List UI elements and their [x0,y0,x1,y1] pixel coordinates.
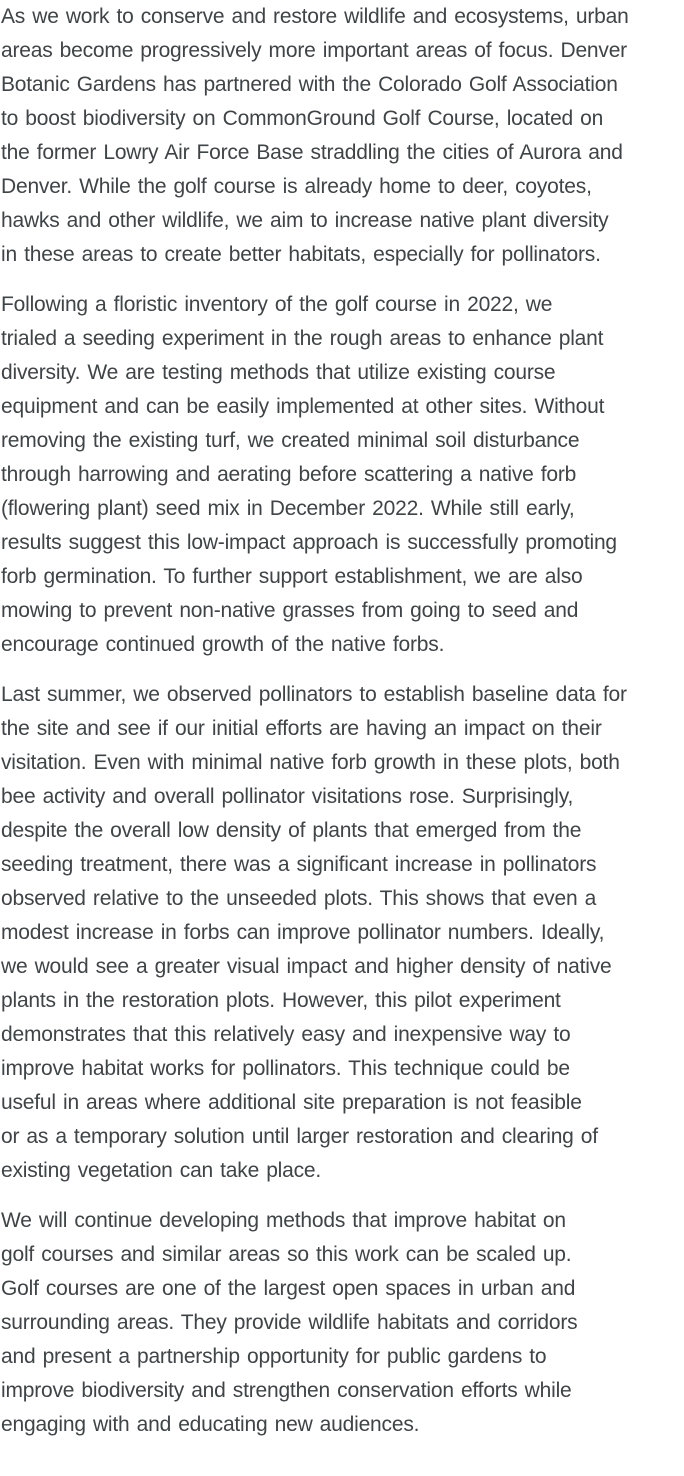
text-line: encourage continued growth of the native forbs. [1,633,445,656]
text-line: Last summer, we observed pollinators to establish baseline data for [1,683,627,706]
text-line: the site and see if our initial efforts are having an impact on their [1,717,602,740]
text-line: Botanic Gardens has partnered with the Colorado Golf Association [1,73,618,96]
text-line: golf courses and similar areas so this work can be scaled up. [1,1243,572,1266]
text-line: in these areas to create better habitats, especially for pollinators. [1,243,601,266]
text-line: removing the existing turf, we created minimal soil disturbance [1,429,580,452]
text-line: bee activity and overall pollinator visitations rose. Surprisingly, [1,785,574,808]
text-line: improve habitat works for pollinators. This technique could be [1,1057,570,1080]
text-line: surrounding areas. They provide wildlife habitats and corridors [1,1311,578,1334]
text-line: trialed a seeding experiment in the rough areas to enhance plant [1,327,604,350]
text-line: mowing to prevent non-native grasses from going to seed and [1,599,579,622]
text-line: the former Lowry Air Force Base straddling the cities of Aurora and [1,141,623,164]
text-line: equipment and can be easily implemented at other sites. Without [1,395,605,418]
text-line: we would see a greater visual impact and higher density of native [1,955,612,978]
text-line: modest increase in forbs can improve pollinator numbers. Ideally, [1,921,605,944]
text-line: or as a temporary solution until larger restoration and clearing of [1,1125,598,1148]
text-line: improve biodiversity and strengthen conservation efforts while [1,1379,572,1402]
text-line: demonstrates that this relatively easy and inexpensive way to [1,1023,571,1046]
text-line: diversity. We are testing methods that utilize existing course [1,361,556,384]
text-line: to boost biodiversity on CommonGround Golf Course, located on [1,107,604,130]
text-line: observed relative to the unseeded plots. This shows that even a [1,887,597,910]
text-line: results suggest this low-impact approach is successfully promoting [1,531,617,554]
text-line: As we work to conserve and restore wildlife and ecosystems, urban [1,5,629,28]
paragraph [1,1204,684,1442]
text-line: existing vegetation can take place. [1,1159,322,1182]
paragraph [1,678,684,1188]
text-line: visitation. Even with minimal native forb growth in these plots, both [1,751,620,774]
text-line: seeding treatment, there was a significant increase in pollinators [1,853,597,876]
text-line: forb germination. To further support establishment, we are also [1,565,583,588]
text-line: Denver. While the golf course is already home to deer, coyotes, [1,175,592,198]
text-line: useful in areas where additional site preparation is not feasible [1,1091,582,1114]
text-line: We will continue developing methods that improve habitat on [1,1209,566,1232]
text-line: through harrowing and aerating before scattering a native forb [1,463,577,486]
paragraph [1,288,684,662]
text-line: (flowering plant) seed mix in December 2022. While still early, [1,497,575,520]
text-line: hawks and other wildlife, we aim to increase native plant diversity [1,209,609,232]
text-line: areas become progressively more important areas of focus. Denver [1,39,627,62]
text-line: Following a floristic inventory of the golf course in 2022, we [1,293,553,316]
paragraph [1,0,684,272]
text-line: Golf courses are one of the largest open spaces in urban and [1,1277,576,1300]
text-line: plants in the restoration plots. However, this pilot experiment [1,989,561,1012]
text-line: engaging with and educating new audiences. [1,1413,420,1436]
text-line: and present a partnership opportunity for public gardens to [1,1345,547,1368]
text-line: despite the overall low density of plants that emerged from the [1,819,582,842]
